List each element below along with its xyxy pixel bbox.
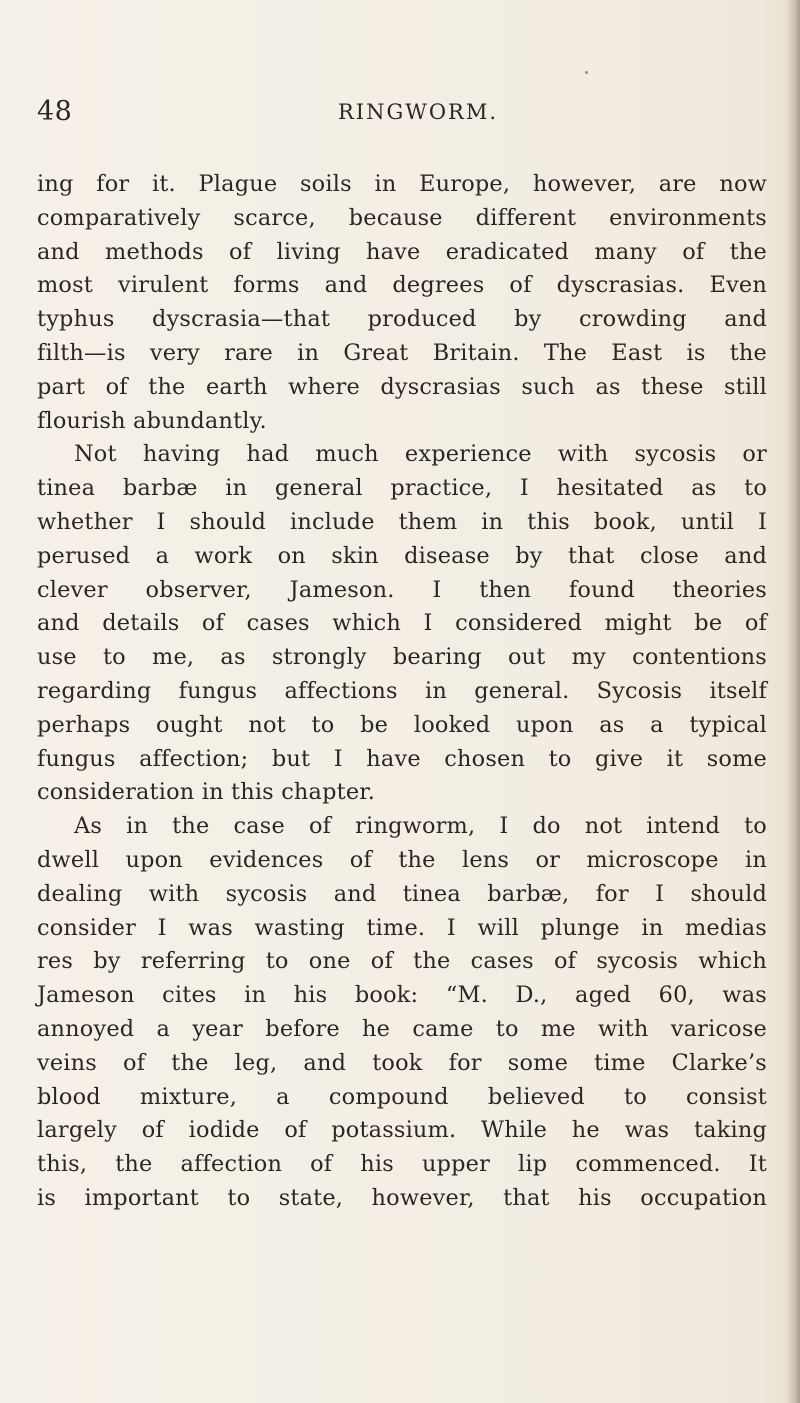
text-line: perused a work on skin disease by that close and [37, 542, 767, 569]
body-text [37, 168, 767, 1216]
text-line: is important to state, however, that his occupation [37, 1184, 767, 1211]
page-number: 48 [37, 96, 73, 127]
text-line: annoyed a year before he came to me with varicose [37, 1015, 767, 1042]
text-line: res by referring to one of the cases of sycosis which [37, 948, 767, 975]
text-line: tinea barbæ in general practice, I hesitated as to [37, 475, 767, 502]
text-line: Not having had much experience with sycosis or [74, 441, 767, 468]
text-line: perhaps ought not to be looked upon as a typical [37, 711, 767, 738]
speck [585, 71, 588, 74]
text-line: blood mixture, a compound believed to consist [37, 1083, 767, 1110]
text-line: this, the affection of his upper lip commenced. It [37, 1151, 767, 1178]
text-line: clever observer, Jameson. I then found theories [37, 576, 767, 603]
page-header [0, 96, 800, 136]
page-edge-shadow [786, 0, 800, 1403]
text-line: and details of cases which I considered might be of [37, 610, 767, 637]
text-line: largely of iodide of potassium. While he was taking [37, 1117, 767, 1144]
text-line: ing for it. Plague soils in Europe, however, are now [37, 171, 767, 197]
text-line: dealing with sycosis and tinea barbæ, for I should [37, 880, 767, 907]
running-head: RINGWORM. [338, 100, 499, 124]
text-line: and methods of living have eradicated many of the [37, 238, 767, 265]
text-line: consider I was wasting time. I will plunge in medias [37, 914, 767, 941]
text-line: regarding fungus affections in general. Sycosis itself [37, 677, 767, 704]
text-line: flourish abundantly. [37, 407, 267, 434]
text-line: use to me, as strongly bearing out my contentions [37, 644, 767, 671]
text-line: filth—is very rare in Great Britain. The East is the [37, 339, 767, 366]
text-line: most virulent forms and degrees of dyscrasias. Even [37, 272, 767, 299]
text-line: veins of the leg, and took for some time Clarke’s [37, 1049, 767, 1076]
text-line: typhus dyscrasia—that produced by crowding and [37, 306, 767, 333]
text-line: Jameson cites in his book: “M. D., aged 60, was [37, 982, 767, 1009]
text-line: comparatively scarce, because different environments [37, 204, 767, 231]
text-line: consideration in this chapter. [37, 779, 376, 806]
text-line: As in the case of ringworm, I do not intend to [74, 813, 767, 840]
text-line: part of the earth where dyscrasias such as these still [37, 373, 767, 400]
text-line: fungus affection; but I have chosen to give it some [37, 745, 767, 772]
text-line: whether I should include them in this book, until I [37, 508, 767, 535]
text-line: dwell upon evidences of the lens or microscope in [37, 846, 767, 873]
